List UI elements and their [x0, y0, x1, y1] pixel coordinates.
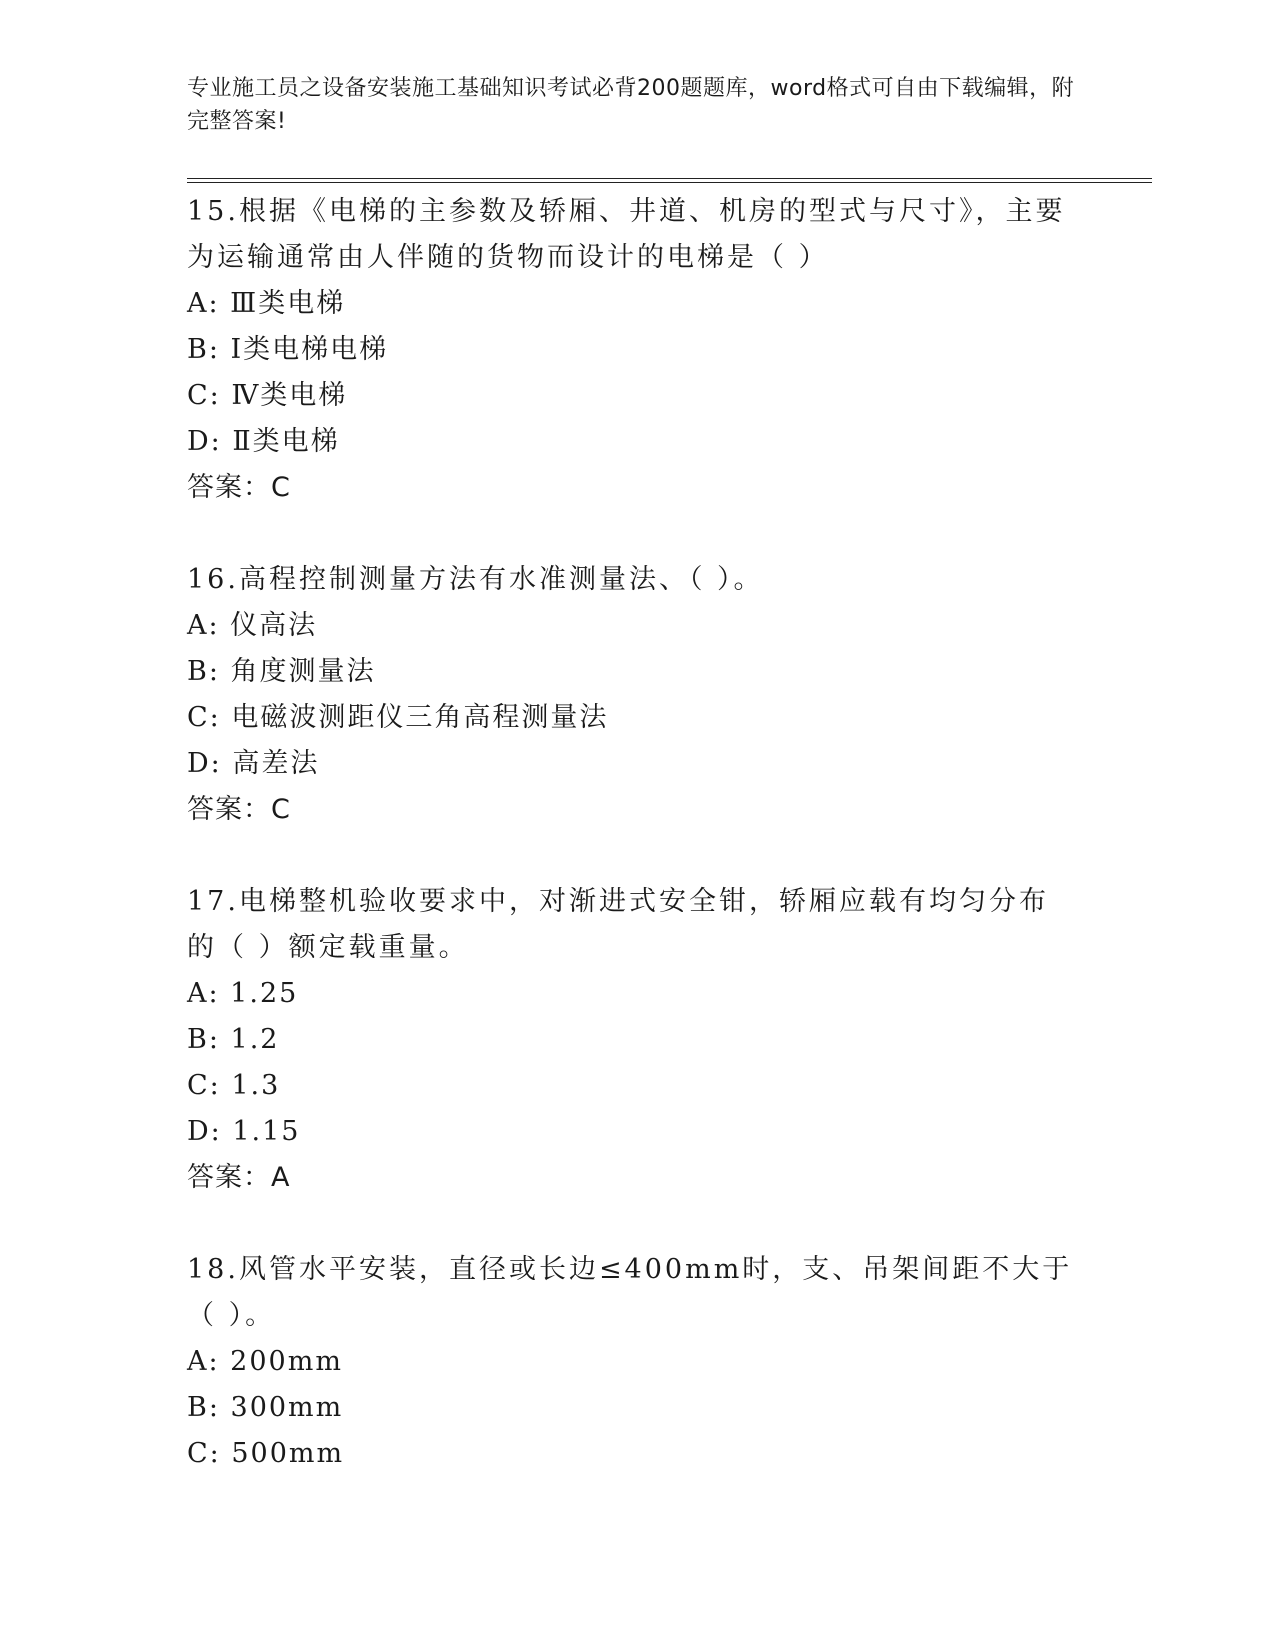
document-header: 专业施工员之设备安装施工基础知识考试必背200题题库，word格式可自由下载编辑，附完整答案!	[187, 76, 1075, 134]
option-b: B: 1.2	[187, 1024, 280, 1055]
option-c: C: 500mm	[187, 1438, 345, 1469]
question-17	[187, 879, 1077, 1201]
option-d: D: 1.15	[187, 1116, 301, 1147]
question-list	[187, 189, 1077, 1477]
option-d: D: Ⅱ类电梯	[187, 426, 340, 457]
divider-line-bottom	[187, 182, 1152, 183]
option-a: A: Ⅲ类电梯	[187, 288, 346, 319]
option-b: B: 300mm	[187, 1392, 344, 1423]
option-b: B: 角度测量法	[187, 656, 376, 687]
question-stem: 18.风管水平安装，直径或长边≤400mm时，支、吊架间距不大于（ ）。	[187, 1254, 1073, 1331]
question-15	[187, 189, 1077, 511]
option-c: C: Ⅳ类电梯	[187, 380, 348, 411]
question-stem: 17.电梯整机验收要求中，对渐进式安全钳，轿厢应载有均匀分布的（ ）额定载重量。	[187, 886, 1049, 963]
option-a: A: 仪高法	[187, 610, 318, 641]
option-b: B: Ⅰ类电梯电梯	[187, 334, 389, 365]
option-c: C: 1.3	[187, 1070, 281, 1101]
question-stem: 15.根据《电梯的主参数及轿厢、井道、机房的型式与尺寸》，主要为运输通常由人伴随的货物而设计的电梯是（ ）	[187, 196, 1066, 273]
question-16	[187, 557, 1077, 833]
answer-label: 答案：C	[187, 472, 291, 503]
option-d: D: 高差法	[187, 748, 320, 779]
question-18	[187, 1247, 1077, 1477]
option-a: A: 1.25	[187, 978, 299, 1009]
option-c: C: 电磁波测距仪三角高程测量法	[187, 702, 609, 733]
answer-label: 答案：C	[187, 794, 291, 825]
question-stem: 16.高程控制测量方法有水准测量法、（ ）。	[187, 564, 764, 595]
divider-line-top	[187, 178, 1152, 179]
answer-label: 答案：A	[187, 1162, 291, 1193]
option-a: A: 200mm	[187, 1346, 343, 1377]
header-divider	[187, 178, 1152, 183]
